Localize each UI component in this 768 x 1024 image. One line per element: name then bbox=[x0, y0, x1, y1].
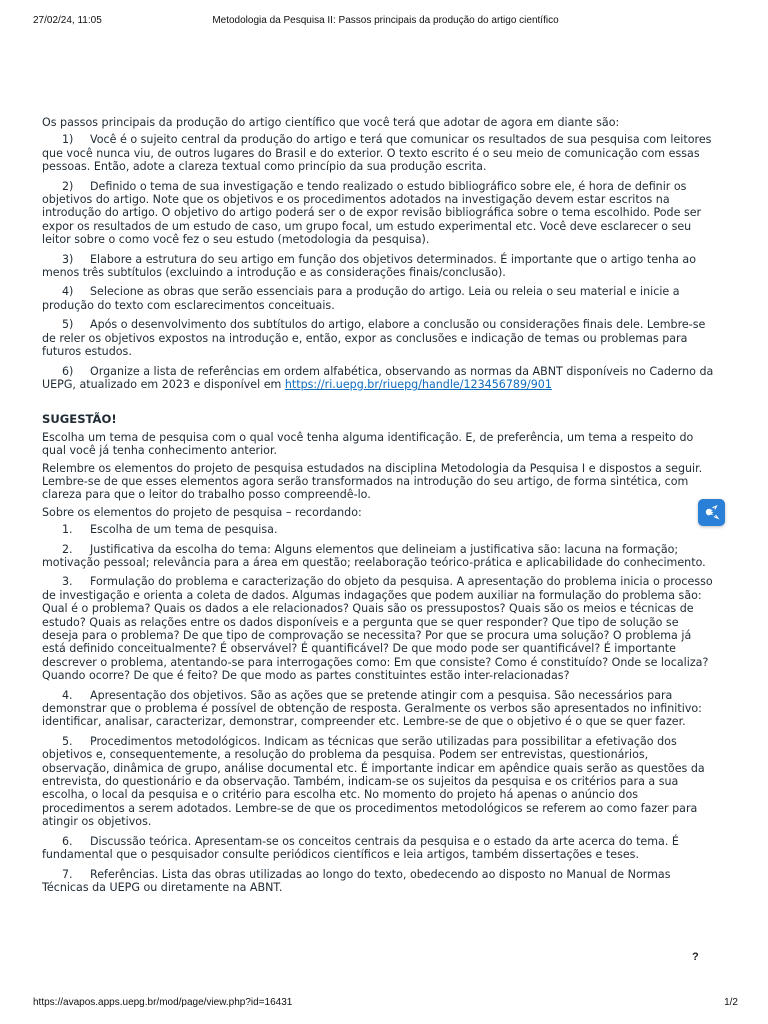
list-item bbox=[42, 575, 717, 682]
suggestion-paragraph-3: Sobre os elementos do projeto de pesquisa – recordando: bbox=[42, 505, 362, 519]
suggestion-paragraph-2: Relembre os elementos do projeto de pesquisa estudados na disciplina Metodologia da Pesquisa I e dispostos a seguir. Lembre-se de que esses elementos agora serão transformados na introdução do seu artigo, de forma sintética, com clareza para que o leitor do trabalho posso compreendê-lo. bbox=[42, 461, 703, 502]
list-item bbox=[42, 689, 717, 729]
print-footer bbox=[33, 997, 738, 1011]
item-text: Apresentação dos objetivos. São as ações que se pretende atingir com a pesquisa. São necessários para demonstrar que o problema é possível de obtenção de resposta. Geralmente os verbos são apresentados no infinitivo: identificar, analisar, caracterizar, demonstrar, compreender etc. Lembre-se de que o objetivo é o que se quer fazer. bbox=[42, 688, 702, 729]
list-item bbox=[42, 543, 717, 570]
suggestion-heading: SUGESTÃO! bbox=[42, 412, 117, 427]
steps-list bbox=[42, 133, 717, 391]
print-datetime: 27/02/24, 11:05 bbox=[33, 15, 102, 26]
step-text: Elabore a estrutura do seu artigo em função dos objetivos determinados. É importante que o artigo tenha ao menos três subtítulos (excluindo a introdução e as considerações finais/conclusão). bbox=[42, 252, 697, 280]
step-item bbox=[42, 133, 717, 173]
list-item bbox=[42, 868, 717, 895]
step-number: 6) bbox=[62, 364, 74, 378]
step-text: Após o desenvolvimento dos subtítulos do artigo, elabore a conclusão ou considerações finais dele. Lembre-se de reler os objetivos expostos na introdução e, então, expor as conclusões e indicação de temas ou problemas para futuros estudos. bbox=[42, 318, 706, 359]
item-text: Formulação do problema e caracterização do objeto da pesquisa. A apresentação do problema inicia o processo de investigação e orienta a coleta de dados. Algumas indagações que podem auxiliar na formulação do problema são: Qual é o problema? Quais os dados a ele relacionados? Quais são os pressupostos? Quais são os meios e técnicas de estudo? Quais as relações entre os dados disponíveis e a pergunta que se quer responder? Que tipo de solução se deseja para o problema? De que tipo de comprovação se necessita? Por que se procura uma solução? O problema já está definido conceitualmente? É observável? É quantificável? De que modo pode ser quantificável? É importante descrever o problema, atentando-se para interrogações como: Em que consiste? Como é constituído? Onde se localiza? Quando ocorre? De que é feito? De que modo as partes constituintes estão inter-relacionadas? bbox=[42, 575, 713, 683]
step-number: 5) bbox=[62, 318, 74, 332]
item-number: 7. bbox=[62, 867, 73, 881]
item-text: Justificativa da escolha do tema: Alguns elementos que delineiam a justificativa são: lacuna na formação; motivação pessoal; relevância para a área em questão; reelaboração teórico-prática e aplicabilidade do conhecimento. bbox=[42, 542, 706, 569]
step-item bbox=[42, 285, 717, 312]
step-text: Você é o sujeito central da produção do artigo e terá que comunicar os resultados de sua pesquisa com leitores que você nunca viu, de outros lugares do Brasil e do exterior. O texto escrito é o seu meio de comunicação com essas pessoas. Então, adote a clareza textual como princípio da sua produção escrita. bbox=[42, 133, 712, 174]
step-text: Organize a lista de referências em ordem alfabética, observando as normas da ABNT disponíveis no Caderno da UEPG, atualizado em 2023 e disponível em bbox=[42, 364, 714, 391]
item-text: Discussão teórica. Apresentam-se os conceitos centrais da pesquisa e o estado da arte acerca do tema. É fundamental que o pesquisador consulte periódicos científicos e leia artigos, também dissertações e teses. bbox=[42, 834, 679, 862]
project-elements-list bbox=[42, 523, 717, 894]
item-number: 4. bbox=[62, 688, 73, 702]
sign-language-icon bbox=[703, 504, 720, 521]
item-number: 1. bbox=[62, 523, 73, 537]
accessibility-sign-language-button[interactable] bbox=[698, 499, 725, 526]
step-item bbox=[42, 365, 717, 392]
item-text: Procedimentos metodológicos. Indicam as técnicas que serão utilizadas para possibilitar a efetivação dos objetivos e, consequentemente, a resolução do problema da pesquisa. Podem ser entrevistas, questionários, observação, dinâmica de grupo, análise documental etc. É importante indicar em apêndice quais serão as questões da entrevista, do questionário e da observação. Também, indicam-se os sujeitos da pesquisa e os critérios para a sua escolha, o local da pesquisa e o critério para escolha etc. No momento do projeto há apenas o anúncio dos procedimentos a serem adotados. Lembre-se de que os procedimentos metodológicos se referem ao como fazer para atingir os objetivos. bbox=[42, 734, 705, 829]
step-number: 2) bbox=[62, 179, 74, 193]
suggestion-paragraph-1: Escolha um tema de pesquisa com o qual você tenha alguma identificação. E, de preferência, um tema a respeito do qual você já tenha conhecimento anterior. bbox=[42, 430, 694, 458]
list-item bbox=[42, 523, 717, 536]
print-url: https://avapos.apps.uepg.br/mod/page/view.php?id=16431 bbox=[33, 997, 293, 1008]
help-icon[interactable]: ? bbox=[692, 951, 699, 963]
print-page-title: Metodologia da Pesquisa II: Passos principais da produção do artigo científico bbox=[212, 15, 559, 26]
intro-paragraph: Os passos principais da produção do artigo científico que você terá que adotar de agora em diante são: bbox=[42, 116, 620, 129]
step-item bbox=[42, 180, 717, 247]
step-number: 3) bbox=[62, 252, 74, 266]
list-item bbox=[42, 735, 717, 829]
list-item bbox=[42, 835, 717, 862]
item-number: 2. bbox=[62, 542, 73, 556]
step-item bbox=[42, 318, 717, 358]
abnt-repository-link[interactable]: https://ri.uepg.br/riuepg/handle/123456789/901 bbox=[284, 377, 552, 391]
item-number: 3. bbox=[62, 575, 73, 589]
page-content bbox=[42, 116, 717, 900]
step-item bbox=[42, 253, 717, 280]
step-number: 4) bbox=[62, 285, 74, 299]
item-text: Referências. Lista das obras utilizadas ao longo do texto, obedecendo ao disposto no Manual de Normas Técnicas da UEPG ou diretamente na ABNT. bbox=[42, 867, 671, 894]
step-text: Definido o tema de sua investigação e tendo realizado o estudo bibliográfico sobre ele, é hora de definir os objetivos do artigo. Note que os objetivos e os procedimentos adotados na investigação devem estar escritos na introdução do artigo. O objetivo do artigo poderá ser o de expor revisão bibliográfica sobre o tema escolhido. Pode ser expor os resultados de um estudo de caso, um grupo focal, um estudo experimental etc. Você deve esclarecer o seu leitor sobre o como você fez o seu estudo (metodologia da pesquisa). bbox=[42, 179, 702, 247]
print-header bbox=[33, 15, 738, 29]
item-number: 5. bbox=[62, 734, 73, 748]
item-text: Escolha de um tema de pesquisa. bbox=[90, 523, 278, 537]
item-number: 6. bbox=[62, 834, 73, 848]
step-number: 1) bbox=[62, 133, 74, 147]
step-text: Selecione as obras que serão essenciais para a produção do artigo. Leia ou releia o seu material e inicie a produção do texto com esclarecimentos conceituais. bbox=[42, 285, 680, 312]
print-page-number: 1/2 bbox=[724, 997, 738, 1008]
